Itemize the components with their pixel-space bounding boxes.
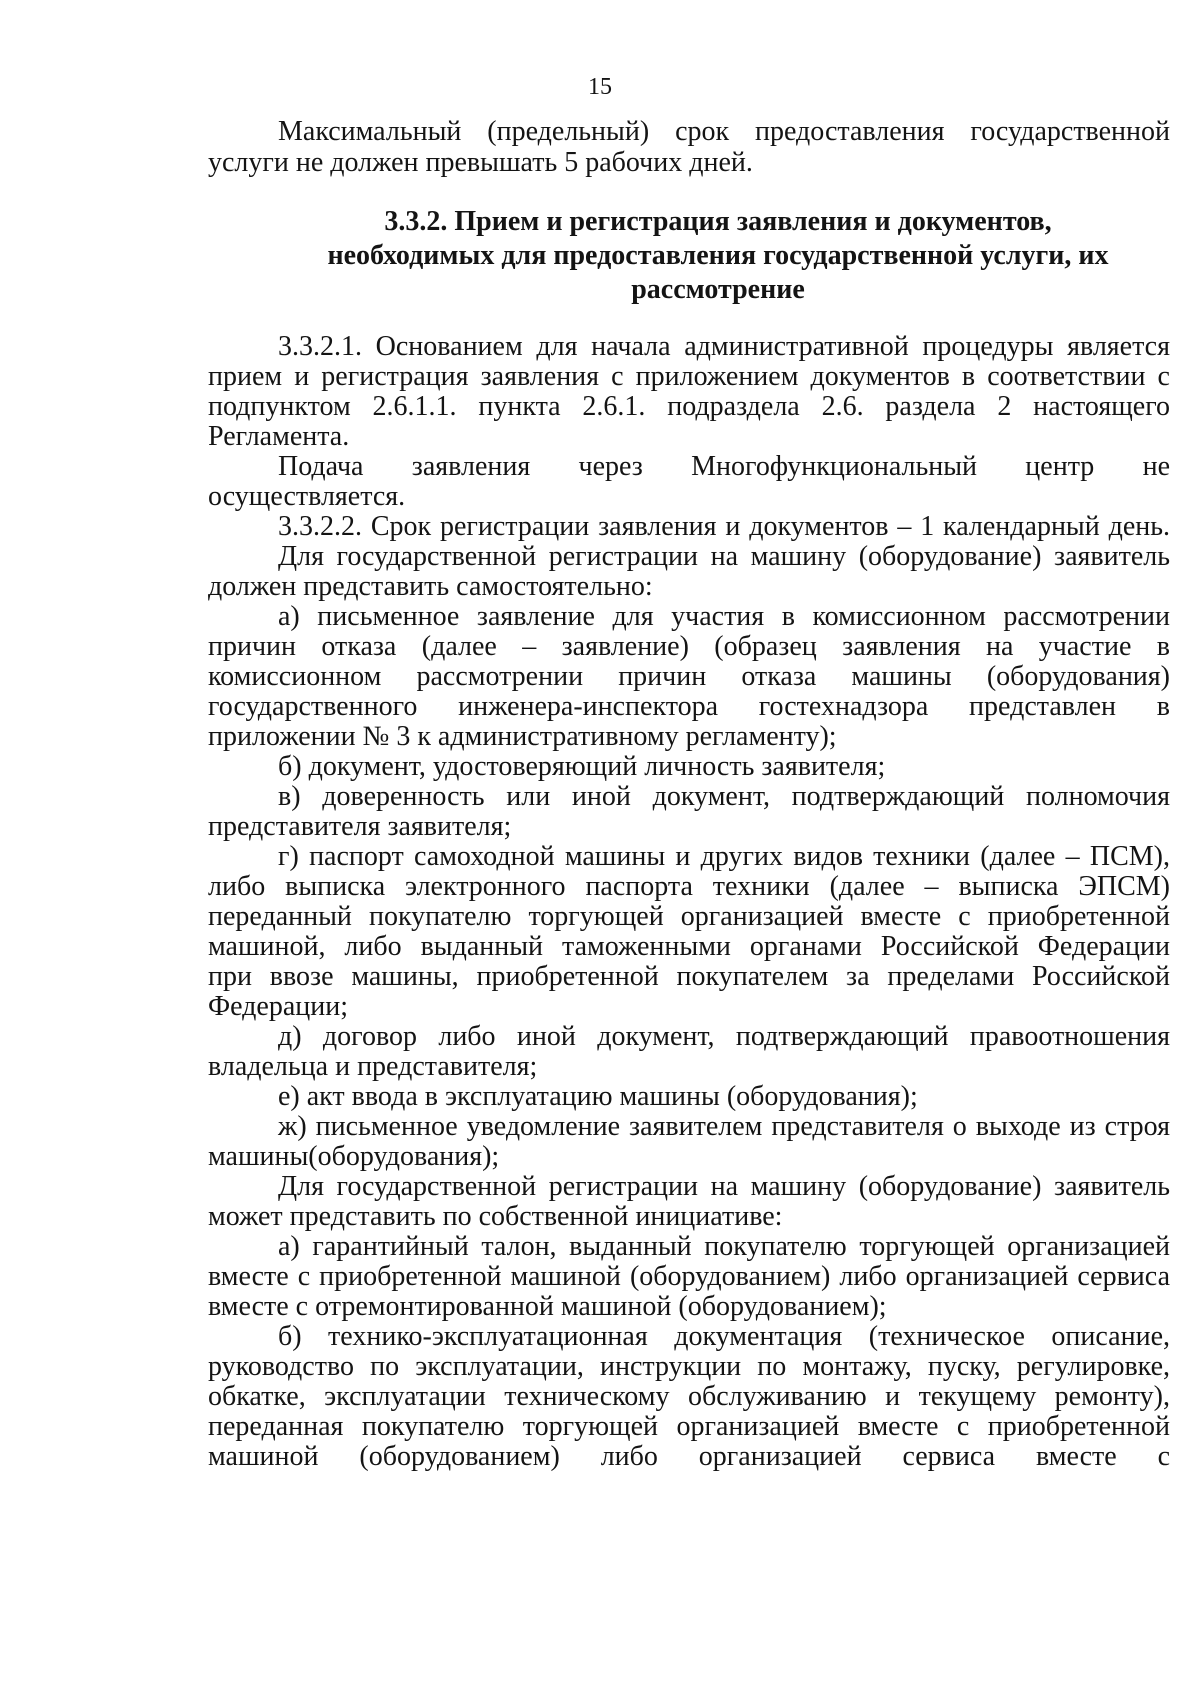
text-line: при ввозе машины, приобретенной покупателем за пределами Российской: [208, 961, 1170, 992]
text-line: осуществляется.: [208, 481, 406, 512]
text-line: подпунктом 2.6.1.1. пункта 2.6.1. подраздела 2.6. раздела 2 настоящего: [208, 391, 1170, 422]
text-line: а) гарантийный талон, выданный покупателю торгующей организацией: [278, 1231, 1170, 1262]
text-line: Для государственной регистрации на машину (оборудование) заявитель: [278, 541, 1170, 572]
text-line: причин отказа (далее – заявление) (образец заявления на участие в: [208, 631, 1170, 662]
text-line: услуги не должен превышать 5 рабочих дней.: [208, 147, 753, 178]
text-line: д) договор либо иной документ, подтверждающий правоотношения: [278, 1021, 1170, 1052]
page-number: 15: [588, 74, 612, 100]
section-heading-line: 3.3.2. Прием и регистрация заявления и документов,: [384, 206, 1052, 237]
text-line: Для государственной регистрации на машину (оборудование) заявитель: [278, 1171, 1170, 1202]
text-line: комиссионном рассмотрении причин отказа машины (оборудования): [208, 661, 1170, 692]
text-line: руководство по эксплуатации, инструкции по монтажу, пуску, регулировке,: [208, 1351, 1170, 1382]
section-heading-line: рассмотрение: [631, 274, 805, 305]
text-line: государственного инженера-инспектора гостехнадзора представлен в: [208, 691, 1170, 722]
text-line: переданный покупателю торгующей организацией вместе с приобретенной: [208, 901, 1170, 932]
text-line: должен представить самостоятельно:: [208, 571, 653, 602]
text-line: переданная покупателю торгующей организацией вместе с приобретенной: [208, 1411, 1170, 1442]
text-line: машиной, либо выданный таможенными органами Российской Федерации: [208, 931, 1170, 962]
text-line: б) технико-эксплуатационная документация (техническое описание,: [278, 1321, 1170, 1352]
text-line: а) письменное заявление для участия в комиссионном рассмотрении: [278, 601, 1170, 632]
text-line: владельца и представителя;: [208, 1051, 538, 1082]
text-line: машиной (оборудованием) либо организацией сервиса вместе с: [208, 1441, 1170, 1472]
text-line: 3.3.2.2. Срок регистрации заявления и документов – 1 календарный день.: [278, 511, 1170, 542]
text-line: Подача заявления через Многофункциональный центр не: [278, 451, 1170, 482]
text-line: 3.3.2.1. Основанием для начала административной процедуры является: [278, 331, 1170, 362]
text-line: приложении № 3 к административному регламенту);: [208, 721, 837, 752]
text-line: обкатке, эксплуатации техническому обслуживанию и текущему ремонту),: [208, 1381, 1170, 1412]
text-line: может представить по собственной инициативе:: [208, 1201, 783, 1232]
text-line: вместе с отремонтированной машиной (оборудованием);: [208, 1291, 887, 1322]
text-line: либо выписка электронного паспорта техники (далее – выписка ЭПСМ): [208, 871, 1170, 902]
text-line: Регламента.: [208, 421, 350, 452]
text-line: г) паспорт самоходной машины и других видов техники (далее – ПСМ),: [278, 841, 1170, 872]
text-line: б) документ, удостоверяющий личность заявителя;: [278, 751, 886, 782]
text-line: Максимальный (предельный) срок предоставления государственной: [278, 116, 1170, 147]
text-line: представителя заявителя;: [208, 811, 512, 842]
text-line: вместе с приобретенной машиной (оборудованием) либо организацией сервиса: [208, 1261, 1170, 1292]
text-line: машины(оборудования);: [208, 1141, 500, 1172]
text-line: прием и регистрация заявления с приложением документов в соответствии с: [208, 361, 1170, 392]
text-line: е) акт ввода в эксплуатацию машины (оборудования);: [278, 1081, 918, 1112]
section-heading-line: необходимых для предоставления государственной услуги, их: [327, 240, 1109, 271]
text-line: в) доверенность или иной документ, подтверждающий полномочия: [278, 781, 1170, 812]
text-line: Федерации;: [208, 991, 349, 1022]
text-line: ж) письменное уведомление заявителем представителя о выходе из строя: [278, 1111, 1170, 1142]
